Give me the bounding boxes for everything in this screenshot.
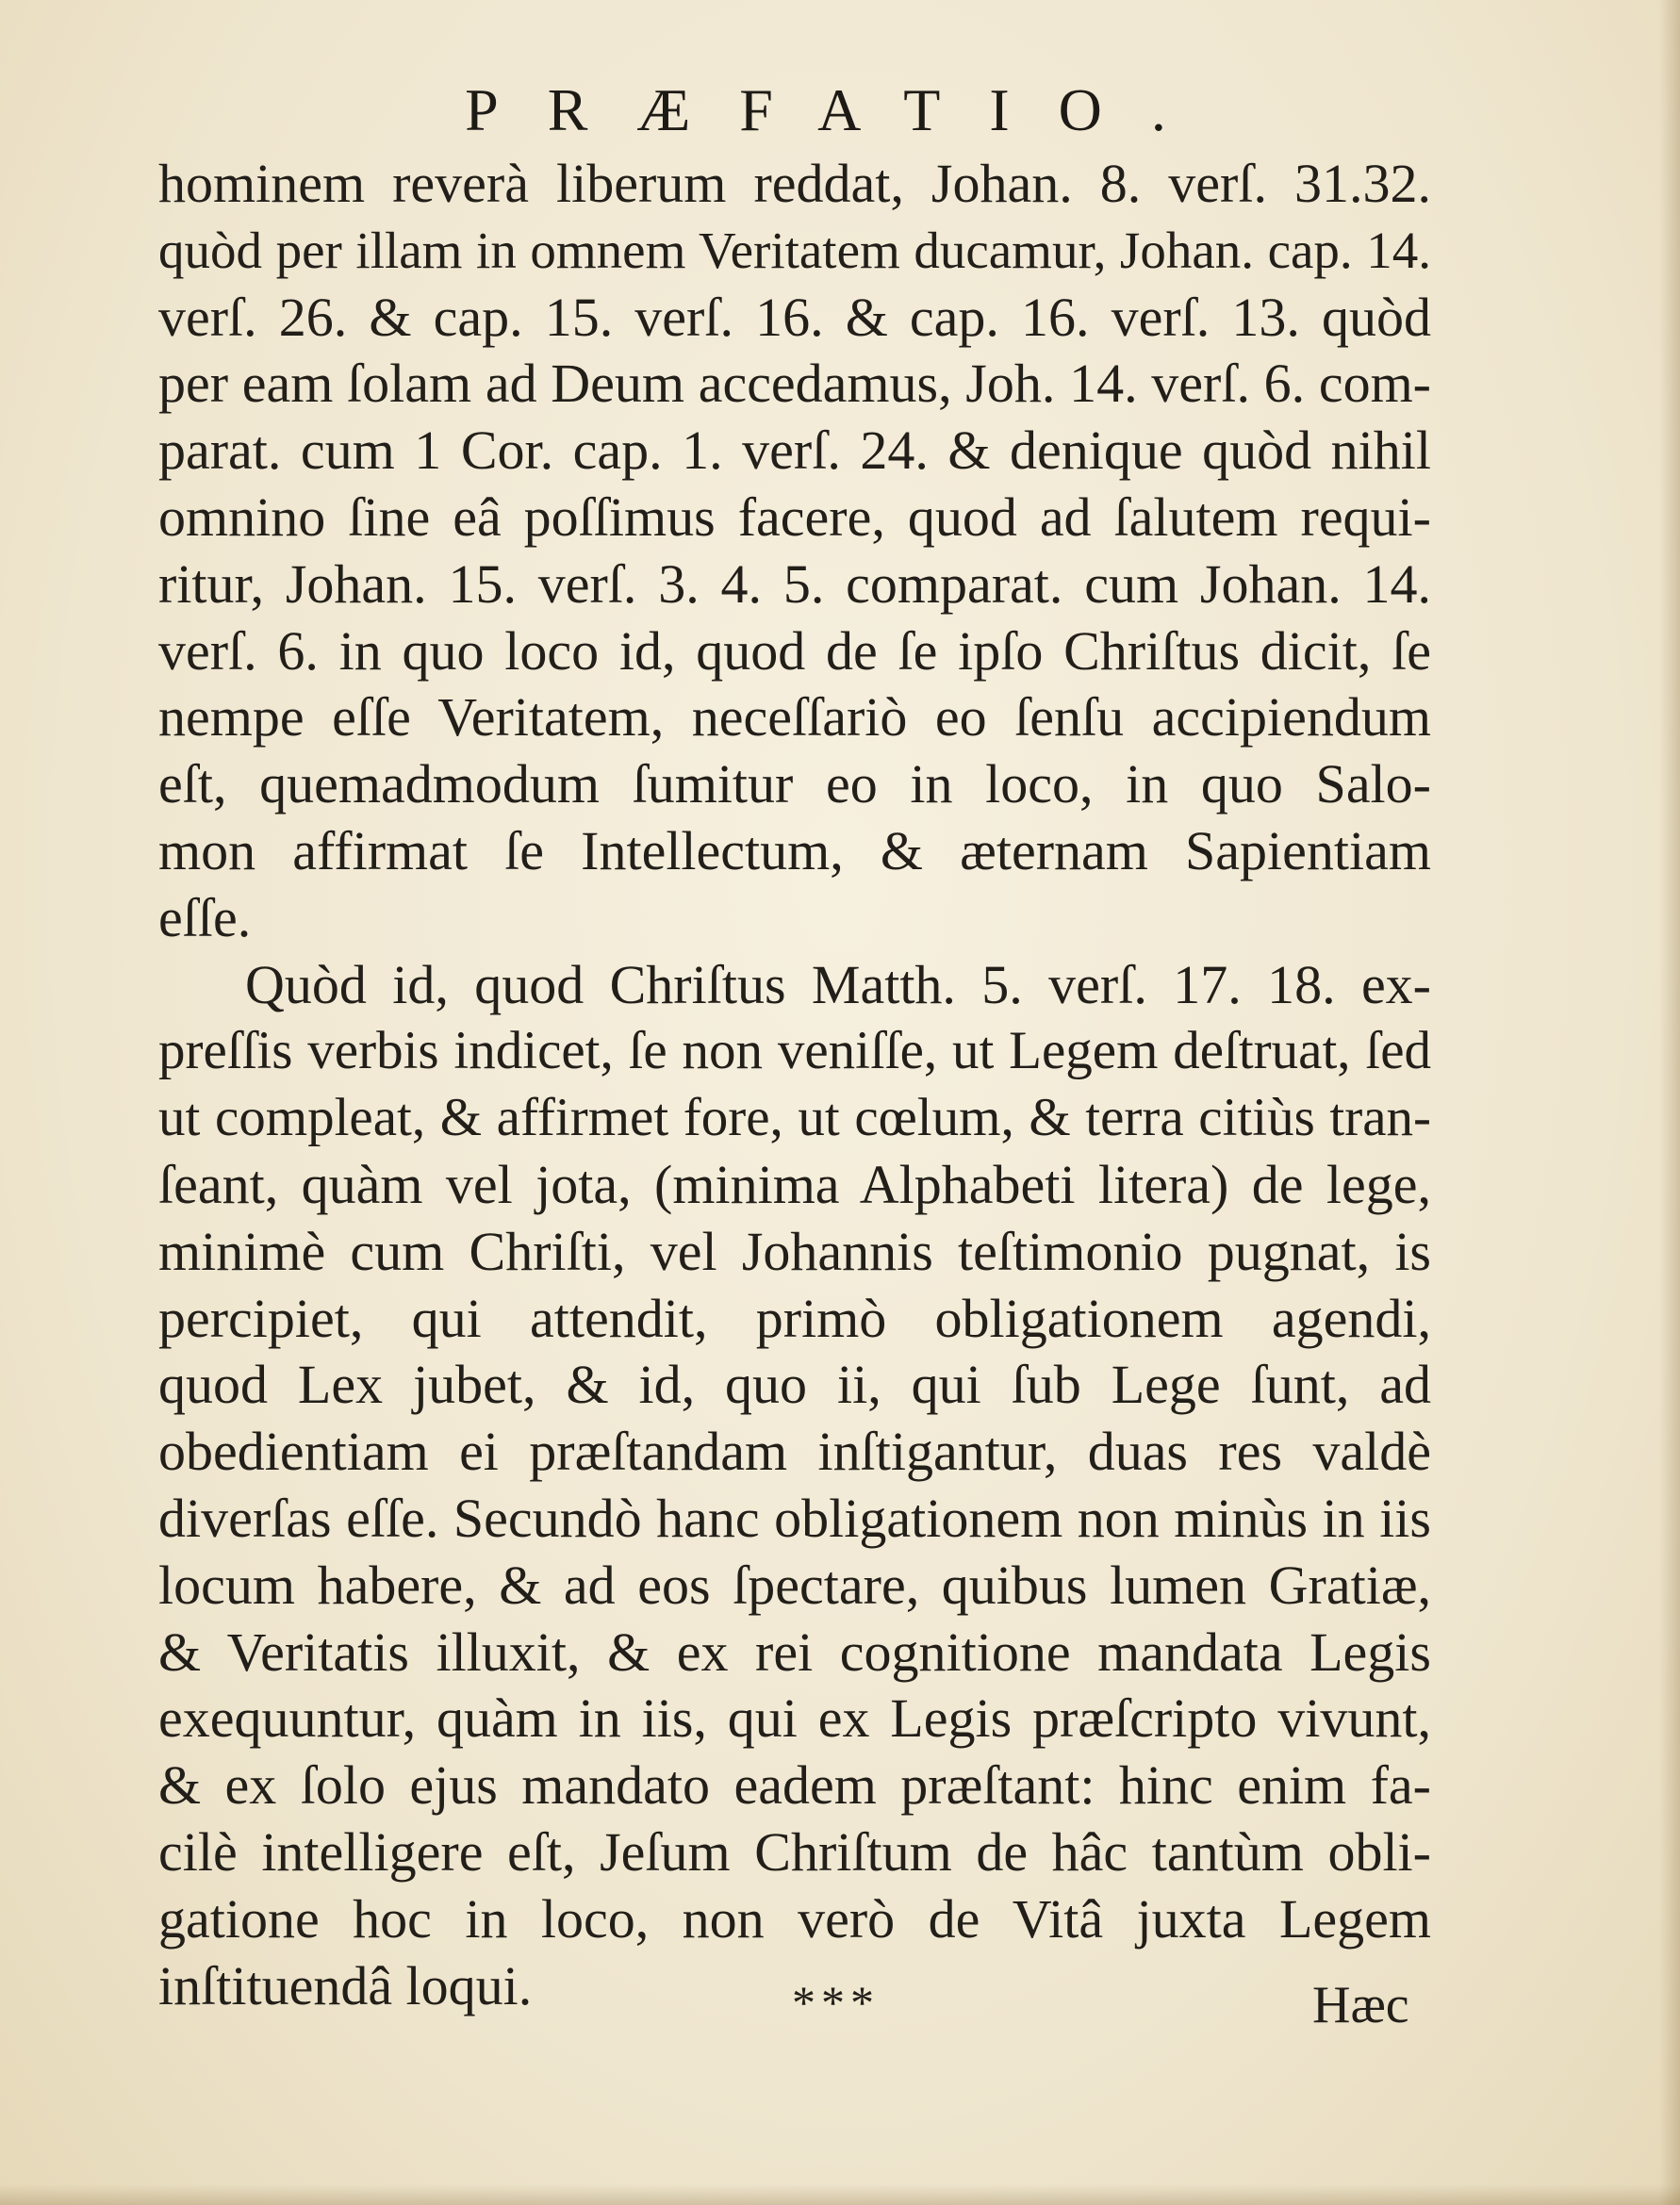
running-head: PRÆFATIO. <box>465 76 1215 143</box>
text-line: percipiet, qui attendit, primò obligationem agendi, <box>158 1287 1431 1349</box>
text-line: ut compleat, & affirmet fore, ut cœlum, & terra citiùs tran- <box>158 1088 1431 1148</box>
text-line: exequuntur, quàm in iis, qui ex Legis præſcripto vivunt, <box>158 1687 1431 1750</box>
text-line: ritur, Johan. 15. verſ. 3. 4. 5. comparat. cum Johan. 14. <box>158 552 1431 615</box>
text-line: quod Lex jubet, & id, quo ii, qui ſub Lege ſunt, ad <box>158 1354 1431 1416</box>
text-line: preſſis verbis indicet, ſe non veniſſe, ut Legem deſtruat, ſed <box>158 1021 1431 1081</box>
signature-mark: *** <box>792 1976 880 2029</box>
text-line: verſ. 6. in quo loco id, quod de ſe ipſo Chriſtus dicit, ſe <box>158 619 1431 682</box>
text-line: diverſas eſſe. Secundò hanc obligationem non minùs in iis <box>158 1487 1431 1549</box>
catchword: Hæc <box>1312 1976 1409 2034</box>
text-line: gatione hoc in loco, non verò de Vitâ juxta Legem <box>158 1887 1431 1950</box>
text-line: hominem reverà liberum reddat, Johan. 8. verſ. 31.32. <box>158 153 1431 214</box>
text-line: parat. cum 1 Cor. cap. 1. verſ. 24. & denique quòd nihil <box>158 420 1431 482</box>
text-line: eſt, quemadmodum ſumitur eo in loco, in quo Salo- <box>158 753 1431 815</box>
text-line: mon affirmat ſe Intellectum, & æternam Sapientiam <box>158 819 1431 881</box>
text-line: Quòd id, quod Chriſtus Matth. 5. verſ. 17. 18. ex- <box>245 953 1431 1015</box>
body-text <box>158 151 1431 2019</box>
text-line: cilè intelligere eſt, Jeſum Chriſtum de hâc tantùm obli- <box>158 1820 1431 1883</box>
text-line: quòd per illam in omnem Veritatem ducamur, Johan. cap. 14. <box>158 221 1431 279</box>
text-line: locum habere, & ad eos ſpectare, quibus lumen Gratiæ, <box>158 1554 1431 1616</box>
text-line: minimè cum Chriſti, vel Johannis teſtimonio pugnat, is <box>158 1220 1431 1282</box>
text-line: obedientiam ei præſtandam inſtigantur, duas res valdè <box>158 1421 1431 1483</box>
text-line: & Veritatis illuxit, & ex rei cognitione mandata Legis <box>158 1621 1431 1683</box>
text-line: eſſe. <box>158 886 252 948</box>
page-bottom-shadow <box>0 2184 1680 2205</box>
page-edge-shadow <box>1659 0 1680 2205</box>
text-line: nempe eſſe Veritatem, neceſſariò eo ſenſu accipiendum <box>158 686 1431 749</box>
text-line: inſtituendâ loqui. <box>158 1954 533 2016</box>
text-line: ſeant, quàm vel jota, (minima Alphabeti litera) de lege, <box>158 1153 1431 1215</box>
text-line: verſ. 26. & cap. 15. verſ. 16. & cap. 16. verſ. 13. quòd <box>158 286 1431 348</box>
text-line: omnino ſine eâ poſſimus facere, quod ad ſalutem requi- <box>158 485 1431 548</box>
text-line: & ex ſolo ejus mandato eadem præſtant: hinc enim fa- <box>158 1754 1431 1817</box>
text-line: per eam ſolam ad Deum accedamus, Joh. 14. verſ. 6. com- <box>158 353 1431 415</box>
